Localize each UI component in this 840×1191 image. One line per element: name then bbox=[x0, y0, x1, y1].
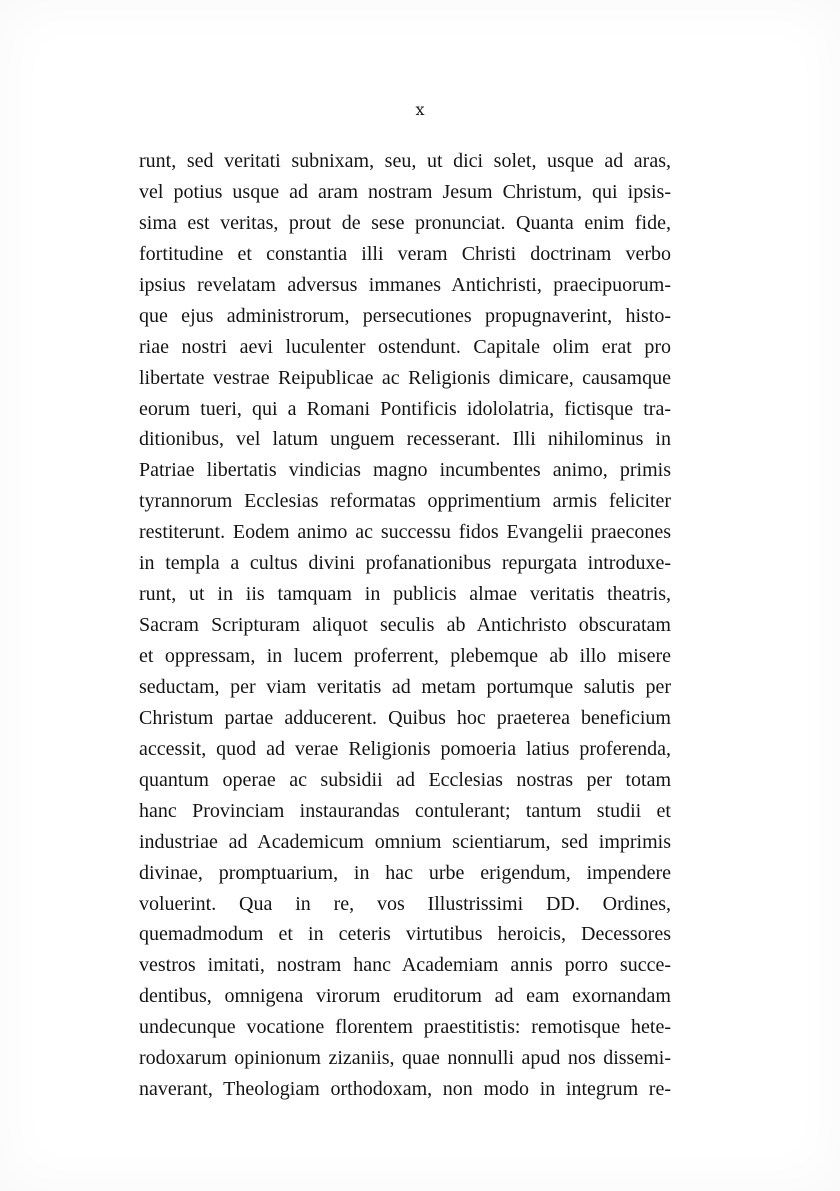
text-line: dentibus, omnigena virorum eruditorum ad eam exornandam bbox=[139, 985, 671, 1008]
body-text bbox=[139, 146, 671, 1105]
text-line: undecunque vocatione florentem praestitistis: remotisque hete- bbox=[139, 1016, 671, 1039]
text-line: naverant, Theologiam orthodoxam, non modo in integrum re- bbox=[139, 1078, 671, 1101]
text-line: ditionibus, vel latum unguem recesserant. Illi nihilominus in bbox=[139, 428, 671, 451]
text-line: industriae ad Academicum omnium scientiarum, sed imprimis bbox=[139, 830, 671, 853]
text-line: Sacram Scripturam aliquot seculis ab Antichristo obscuratam bbox=[139, 614, 671, 637]
text-line: libertate vestrae Reipublicae ac Religionis dimicare, causamque bbox=[139, 366, 671, 389]
text-line: Patriae libertatis vindicias magno incumbentes animo, primis bbox=[139, 459, 671, 482]
text-line: et oppressam, in lucem proferrent, plebemque ab illo misere bbox=[139, 645, 671, 667]
text-line: accessit, quod ad verae Religionis pomoeria latius proferenda, bbox=[139, 737, 671, 760]
text-line: ipsius revelatam adversus immanes Antichristi, praecipuorum- bbox=[139, 273, 671, 296]
text-line: rodoxarum opinionum zizaniis, quae nonnulli apud nos dissemi- bbox=[139, 1047, 671, 1070]
text-line: quemadmodum et in ceteris virtutibus heroicis, Decessores bbox=[139, 923, 671, 946]
text-line: quantum operae ac subsidii ad Ecclesias nostras per totam bbox=[139, 768, 671, 791]
text-line: vel potius usque ad aram nostram Jesum Christum, qui ipsis- bbox=[139, 180, 671, 203]
text-line: voluerint. Qua in re, vos Illustrissimi DD. Ordines, bbox=[139, 892, 671, 915]
text-line: restiterunt. Eodem animo ac successu fidos Evangelii praecones bbox=[139, 521, 671, 544]
text-line: runt, ut in iis tamquam in publicis almae veritatis theatris, bbox=[139, 583, 671, 606]
text-line: runt, sed veritati subnixam, seu, ut dici solet, usque ad aras, bbox=[139, 150, 671, 172]
text-line: tyrannorum Ecclesias reformatas opprimentium armis feliciter bbox=[139, 490, 671, 513]
text-line: vestros imitati, nostram hanc Academiam annis porro succe- bbox=[139, 954, 671, 977]
text-line: fortitudine et constantia illi veram Christi doctrinam verbo bbox=[139, 242, 671, 265]
page-number: x bbox=[415, 100, 425, 119]
text-line: Christum partae adducerent. Quibus hoc praeterea beneficium bbox=[139, 706, 671, 729]
text-line: riae nostri aevi luculenter ostendunt. Capitale olim erat pro bbox=[139, 335, 671, 358]
text-line: hanc Provinciam instaurandas contulerant; tantum studii et bbox=[139, 799, 671, 822]
text-line: que ejus administrorum, persecutiones propugnaverint, histo- bbox=[139, 304, 671, 327]
text-line: sima est veritas, prout de sese pronunciat. Quanta enim fide, bbox=[139, 211, 671, 234]
text-line: eorum tueri, qui a Romani Pontificis idololatria, fictisque tra- bbox=[139, 397, 671, 420]
text-line: seductam, per viam veritatis ad metam portumque salutis per bbox=[139, 675, 671, 698]
text-line: divinae, promptuarium, in hac urbe erigendum, impendere bbox=[139, 861, 671, 884]
text-line: in templa a cultus divini profanationibus repurgata introduxe- bbox=[139, 552, 671, 575]
